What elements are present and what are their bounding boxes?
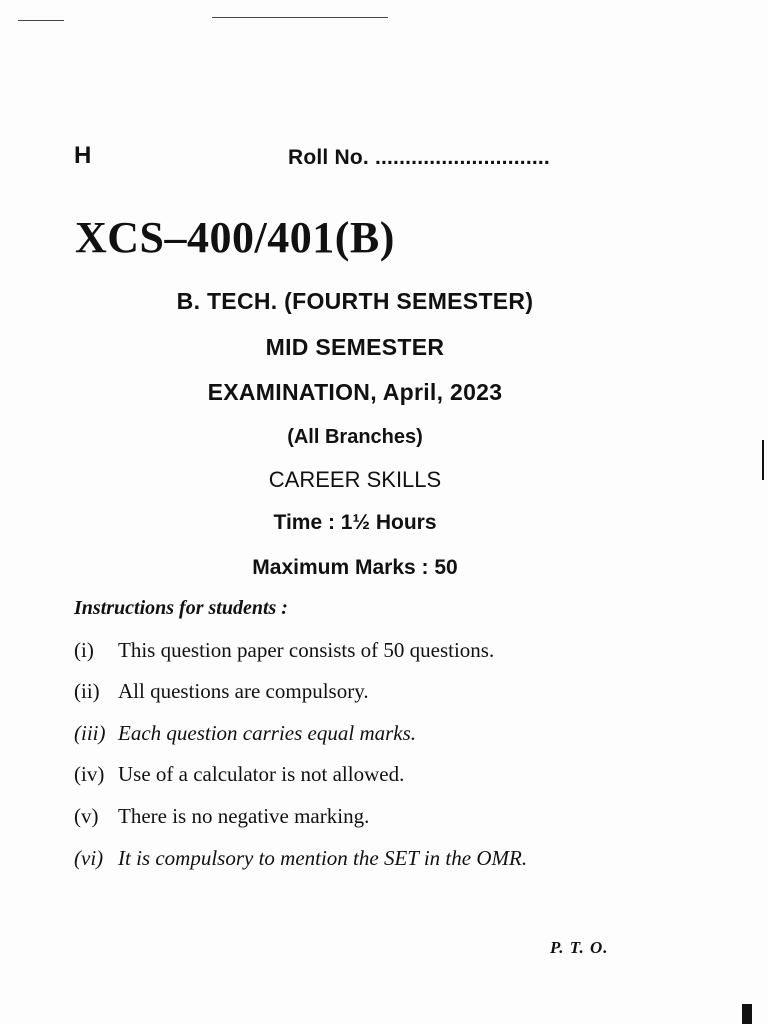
instruction-text: It is compulsory to mention the SET in the OMR. bbox=[118, 846, 528, 870]
instruction-text: This question paper consists of 50 questions. bbox=[118, 638, 495, 662]
instruction-item bbox=[74, 638, 494, 663]
page-turn-over: P. T. O. bbox=[550, 938, 609, 957]
instructions-title: Instructions for students : bbox=[74, 597, 288, 619]
scan-line-center bbox=[212, 17, 388, 18]
instruction-item bbox=[74, 846, 630, 878]
instruction-item bbox=[74, 679, 369, 704]
subject-title: CAREER SKILLS bbox=[268, 467, 442, 492]
instruction-number: (ii) bbox=[74, 679, 100, 703]
instruction-item bbox=[74, 762, 404, 787]
instruction-item bbox=[74, 721, 416, 746]
scan-line-left bbox=[18, 20, 64, 21]
instruction-number: (vi) bbox=[74, 846, 104, 870]
instruction-number: (i) bbox=[74, 638, 94, 662]
instruction-text: There is no negative marking. bbox=[118, 804, 370, 828]
roll-number-field: Roll No. ............................. bbox=[288, 146, 550, 169]
instruction-text: All questions are compulsory. bbox=[118, 679, 369, 703]
instruction-number: (iii) bbox=[74, 721, 106, 745]
branches: (All Branches) bbox=[287, 426, 423, 448]
time-allowed: Time : 1½ Hours bbox=[273, 511, 437, 534]
instruction-text: Use of a calculator is not allowed. bbox=[118, 762, 405, 786]
instruction-number: (v) bbox=[74, 804, 99, 828]
exam-session: EXAMINATION, April, 2023 bbox=[207, 379, 503, 405]
paper-code: XCS–400/401(B) bbox=[75, 213, 395, 262]
course-title: B. TECH. (FOURTH SEMESTER) bbox=[176, 288, 534, 314]
scan-edge-mark bbox=[762, 440, 764, 480]
max-marks: Maximum Marks : 50 bbox=[252, 556, 458, 579]
scan-edge-mark-bottom bbox=[742, 1004, 752, 1024]
instruction-text: Each question carries equal marks. bbox=[118, 721, 417, 745]
instruction-item bbox=[74, 804, 369, 829]
instruction-number: (iv) bbox=[74, 762, 105, 786]
exam-type: MID SEMESTER bbox=[265, 334, 445, 360]
set-letter: H bbox=[74, 142, 92, 169]
